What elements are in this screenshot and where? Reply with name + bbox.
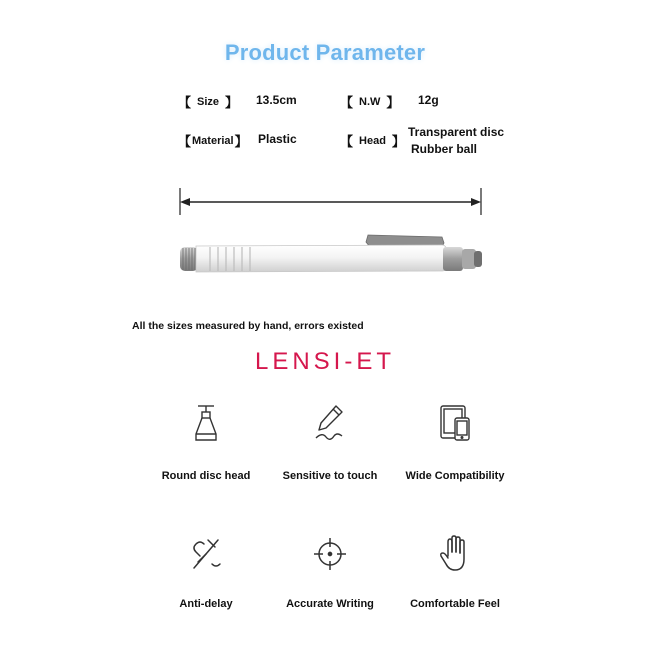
- feature-label: Comfortable Feel: [410, 598, 500, 610]
- stylus-illustration: [150, 185, 510, 285]
- param-material: 【 Material 】: [178, 134, 248, 149]
- param-size: 【 Size 】: [178, 95, 239, 110]
- page-title: Product Parameter: [224, 40, 426, 65]
- param-size-label: Size: [197, 95, 220, 108]
- feature-label: Wide Compatibility: [405, 470, 505, 482]
- param-material-value: Plastic: [258, 132, 297, 146]
- feature-label: Round disc head: [161, 470, 251, 482]
- measurement-note: All the sizes measured by hand, errors existed: [132, 320, 364, 332]
- length-measure-arrow: [180, 188, 481, 215]
- feature-wide-compatibility: [385, 400, 525, 482]
- param-head-label: Head: [359, 134, 386, 147]
- param-weight: 【 N.W 】: [340, 95, 400, 110]
- param-head-value-line2: Rubber ball: [411, 142, 478, 156]
- param-material-label: Material: [192, 134, 234, 147]
- pen-writing-icon: [310, 400, 350, 448]
- round-disc-head-icon: [186, 400, 226, 448]
- feature-sensitive-to-touch: [260, 400, 400, 482]
- hand-icon: [435, 532, 475, 576]
- param-head: 【 Head 】: [340, 134, 405, 149]
- feature-label: Accurate Writing: [286, 598, 374, 610]
- feature-comfortable-feel: [385, 532, 525, 610]
- feature-accurate-writing: [260, 532, 400, 610]
- crosshair-icon: [310, 532, 350, 576]
- brand-logo: LENSI-ET: [254, 348, 396, 375]
- param-weight-value: 12g: [418, 93, 439, 107]
- feature-round-disc-head: [136, 400, 276, 482]
- anti-delay-icon: [186, 532, 226, 576]
- feature-label: Anti-delay: [179, 598, 233, 610]
- feature-label: Sensitive to touch: [282, 470, 378, 482]
- stylus-image: [150, 185, 510, 285]
- param-size-value: 13.5cm: [256, 93, 297, 107]
- feature-anti-delay: [136, 532, 276, 610]
- tablet-phone-icon: [435, 400, 475, 448]
- param-weight-label: N.W: [359, 95, 381, 108]
- param-head-value-line1: Transparent disc: [408, 125, 505, 139]
- param-head-value: [408, 124, 504, 158]
